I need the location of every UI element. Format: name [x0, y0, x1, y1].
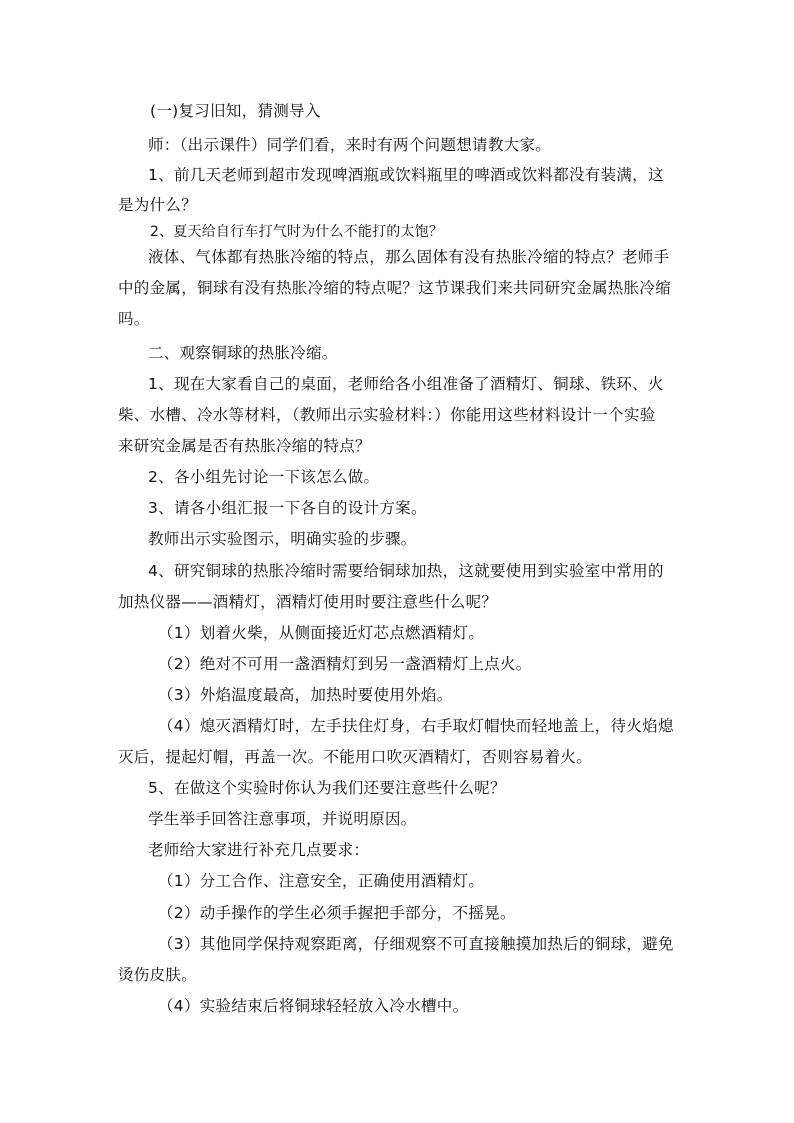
teacher-shows-diagram: 教师出示实验图示，明确实验的步骤。	[148, 530, 417, 548]
requirement-1: （1）分工合作、注意安全，正确使用酒精灯。	[158, 872, 485, 890]
lamp-rule-4-line-2: 灭后，提起灯帽，再盖一次。不能用口吹灭酒精灯，否则容易着火。	[118, 748, 593, 766]
lamp-rule-4-line-1: （4）熄灭酒精灯时，左手扶住灯身，右手取灯帽快而轻地盖上，待火焰熄	[158, 717, 674, 735]
teacher-requirements: 老师给大家进行补充几点要求：	[148, 841, 370, 859]
students-answer: 学生举手回答注意事项，并说明原因。	[148, 810, 417, 828]
requirement-3-line-2: 烫伤皮肤。	[118, 966, 198, 984]
step-1-line-2: 柴、水槽、冷水等材料，（教师出示实验材料：）你能用这些材料设计一个实验	[118, 406, 656, 424]
step-2: 2、各小组先讨论一下该怎么做。	[148, 468, 380, 486]
paragraph-solid-expansion-line-2: 中的金属，铜球有没有热胀冷缩的特点呢？这节课我们来共同研究金属热胀冷缩	[118, 279, 672, 297]
paragraph-solid-expansion-line-1: 液体、气体都有热胀冷缩的特点，那么固体有没有热胀冷缩的特点？老师手	[148, 248, 670, 266]
section-heading-observe: 二、观察铜球的热胀冷缩。	[148, 344, 338, 362]
requirement-4: （4）实验结束后将铜球轻轻放入冷水槽中。	[158, 997, 469, 1015]
requirement-3-line-1: （3）其他同学保持观察距离，仔细观察不可直接触摸加热后的铜球，避免	[158, 935, 674, 953]
requirement-2: （2）动手操作的学生必须手握把手部分，不摇晃。	[158, 904, 516, 922]
step-5: 5、在做这个实验时你认为我们还要注意些什么呢？	[148, 779, 506, 797]
lamp-rule-3: （3）外焰温度最高，加热时要使用外焰。	[158, 686, 453, 704]
paragraph-teacher-intro: 师：（出示课件）同学们看，来时有两个问题想请教大家。	[148, 136, 552, 154]
lamp-rule-1: （1）划着火柴，从侧面接近灯芯点燃酒精灯。	[158, 624, 485, 642]
question-1-line-1: 1、前几天老师到超市发现啤酒瓶或饮料瓶里的啤酒或饮料都没有装满，这	[148, 166, 664, 184]
question-2: 2、夏天给自行车打气时为什么不能打的太饱？	[150, 224, 444, 240]
step-4-line-2: 加热仪器——酒精灯，酒精灯使用时要注意些什么呢？	[118, 593, 498, 611]
question-1-line-2: 是为什么？	[118, 196, 198, 214]
lamp-rule-2: （2）绝对不可用一盏酒精灯到另一盏酒精灯上点火。	[158, 655, 532, 673]
step-3: 3、请各小组汇报一下各自的设计方案。	[148, 499, 427, 517]
step-1-line-1: 1、现在大家看自己的桌面，老师给各小组准备了酒精灯、铜球、铁环、火	[148, 375, 664, 393]
paragraph-solid-expansion-line-3: 吗。	[118, 310, 150, 328]
section-heading-review: (一)复习旧知，猜测导入	[150, 102, 321, 120]
step-1-line-3: 来研究金属是否有热胀冷缩的特点？	[118, 437, 371, 455]
step-4-line-1: 4、研究铜球的热胀冷缩时需要给铜球加热，这就要使用到实验室中常用的	[148, 562, 664, 580]
